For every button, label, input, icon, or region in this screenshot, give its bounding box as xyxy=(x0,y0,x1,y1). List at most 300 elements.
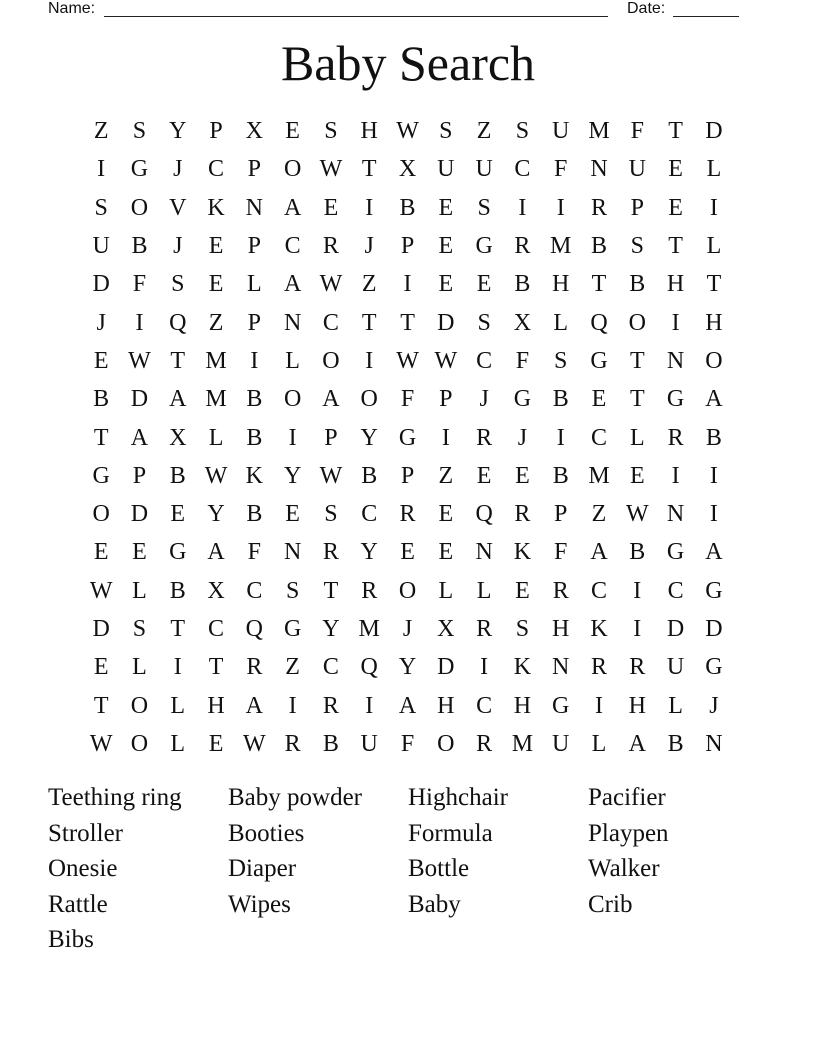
grid-letter[interactable]: C xyxy=(514,156,531,183)
grid-letter[interactable]: E xyxy=(668,194,683,221)
grid-letter[interactable]: F xyxy=(400,386,415,413)
grid-letter[interactable]: G xyxy=(130,156,149,183)
grid-letter[interactable]: B xyxy=(629,271,646,298)
grid-letter[interactable]: C xyxy=(208,156,225,183)
grid-letter[interactable]: I xyxy=(671,309,680,336)
grid-letter[interactable]: O xyxy=(322,347,340,374)
grid-letter[interactable]: Y xyxy=(360,424,378,451)
grid-letter[interactable]: N xyxy=(283,309,302,336)
grid-letter[interactable]: R xyxy=(246,654,263,681)
grid-letter[interactable]: B xyxy=(705,424,722,451)
grid-letter[interactable]: D xyxy=(92,616,110,642)
grid-letter[interactable]: Y xyxy=(169,118,187,145)
word-list-item: Wipes xyxy=(228,890,291,918)
grid-letter[interactable]: I xyxy=(709,462,718,489)
grid-letter[interactable]: C xyxy=(284,233,301,260)
grid-letter[interactable]: B xyxy=(131,233,148,260)
grid-letter[interactable]: I xyxy=(518,194,527,221)
grid-letter[interactable]: E xyxy=(476,271,492,298)
grid-letter[interactable]: E xyxy=(438,194,454,221)
grid-row xyxy=(82,457,733,495)
grid-row xyxy=(82,342,733,380)
grid-letter[interactable]: P xyxy=(439,386,453,413)
grid-letter[interactable]: D xyxy=(92,271,110,298)
grid-letter[interactable]: H xyxy=(666,271,685,298)
grid-letter[interactable]: P xyxy=(247,156,262,183)
grid-letter[interactable]: E xyxy=(170,501,186,528)
grid-letter[interactable]: J xyxy=(364,233,374,260)
grid-letter[interactable]: B xyxy=(169,577,186,604)
grid-letter[interactable]: I xyxy=(556,194,565,221)
grid-letter[interactable]: K xyxy=(590,616,608,642)
grid-letter[interactable]: B xyxy=(399,194,416,221)
grid-letter[interactable]: R xyxy=(322,233,339,260)
grid-letter[interactable]: E xyxy=(208,233,224,260)
grid-letter[interactable]: Y xyxy=(207,501,225,528)
grid-letter[interactable]: G xyxy=(283,616,302,642)
grid-letter[interactable]: I xyxy=(97,156,106,183)
grid-letter[interactable]: H xyxy=(628,692,646,719)
grid-letter[interactable]: Q xyxy=(360,654,378,681)
grid-letter[interactable]: X xyxy=(245,118,263,145)
grid-letter[interactable]: M xyxy=(205,386,227,413)
grid-letter[interactable]: T xyxy=(668,233,683,260)
grid-letter[interactable]: X xyxy=(437,616,455,642)
grid-letter[interactable]: B xyxy=(591,233,608,260)
grid-letter[interactable]: O xyxy=(398,577,417,604)
grid-letter[interactable]: Z xyxy=(438,462,454,489)
grid-letter[interactable]: U xyxy=(360,730,378,757)
word-list-item: Playpen xyxy=(588,819,669,847)
grid-letter[interactable]: B xyxy=(246,386,263,413)
grid-letter[interactable]: C xyxy=(667,577,684,604)
grid-letter[interactable]: L xyxy=(132,654,147,681)
grid-letter[interactable]: C xyxy=(591,424,608,451)
grid-letter[interactable]: I xyxy=(403,271,412,298)
grid-letter[interactable]: L xyxy=(132,577,147,604)
grid-letter[interactable]: L xyxy=(668,692,683,719)
grid-letter[interactable]: C xyxy=(591,577,608,604)
grid-letter[interactable]: I xyxy=(709,501,718,528)
grid-letter[interactable]: O xyxy=(360,386,378,413)
grid-letter[interactable]: E xyxy=(132,539,147,566)
grid-letter[interactable]: Z xyxy=(591,501,607,528)
grid-letter[interactable]: S xyxy=(630,233,644,260)
grid-letter[interactable]: E xyxy=(208,271,224,298)
grid-letter[interactable]: Z xyxy=(476,118,492,145)
grid-letter[interactable]: R xyxy=(667,424,684,451)
grid-letter[interactable]: R xyxy=(591,654,608,681)
grid-letter[interactable]: I xyxy=(441,424,450,451)
grid-letter[interactable]: A xyxy=(245,692,263,719)
grid-letter[interactable]: T xyxy=(361,156,377,183)
grid-letter[interactable]: A xyxy=(283,194,302,221)
grid-letter[interactable]: M xyxy=(588,118,610,145)
grid-letter[interactable]: H xyxy=(552,271,570,298)
grid-letter[interactable]: U xyxy=(92,233,110,260)
grid-letter[interactable]: W xyxy=(128,347,151,374)
grid-letter[interactable]: I xyxy=(595,692,603,719)
grid-letter[interactable]: R xyxy=(552,577,569,604)
grid-letter[interactable]: Y xyxy=(322,616,340,642)
grid-letter[interactable]: A xyxy=(398,692,417,719)
grid-letter[interactable]: I xyxy=(365,194,374,221)
grid-letter[interactable]: M xyxy=(550,233,572,260)
grid-letter[interactable]: P xyxy=(400,462,415,489)
grid-letter[interactable]: C xyxy=(361,501,378,528)
grid-letter[interactable]: G xyxy=(552,692,570,719)
grid-letter[interactable]: T xyxy=(591,271,607,298)
grid-letter[interactable]: Y xyxy=(283,462,302,489)
grid-letter[interactable]: L xyxy=(706,233,722,260)
grid-letter[interactable]: C xyxy=(208,616,225,642)
grid-letter[interactable]: W xyxy=(625,501,649,528)
grid-letter[interactable]: F xyxy=(400,730,415,757)
grid-letter[interactable]: L xyxy=(247,271,262,298)
grid-letter[interactable]: A xyxy=(590,539,608,566)
grid-letter[interactable]: O xyxy=(130,692,149,719)
grid-letter[interactable]: U xyxy=(475,156,493,183)
grid-letter[interactable]: T xyxy=(323,577,339,604)
grid-letter[interactable]: A xyxy=(628,730,646,757)
grid-row xyxy=(82,648,733,686)
grid-letter[interactable]: L xyxy=(208,424,224,451)
grid-letter[interactable]: E xyxy=(515,577,530,604)
grid-letter[interactable]: S xyxy=(94,194,108,221)
grid-letter[interactable]: W xyxy=(396,118,419,145)
grid-letter[interactable]: I xyxy=(556,424,565,451)
grid-letter[interactable]: H xyxy=(705,309,723,336)
grid-letter[interactable]: J xyxy=(402,616,413,642)
grid-letter[interactable]: B xyxy=(667,730,684,757)
grid-row xyxy=(82,572,733,610)
grid-letter[interactable]: R xyxy=(591,194,608,221)
grid-letter[interactable]: N xyxy=(245,194,263,221)
grid-letter[interactable]: S xyxy=(324,118,338,145)
grid-letter[interactable]: X xyxy=(207,577,225,604)
grid-letter[interactable]: N xyxy=(705,730,723,757)
grid-letter[interactable]: E xyxy=(668,156,683,183)
grid-letter[interactable]: S xyxy=(477,309,491,336)
grid-letter[interactable]: S xyxy=(439,118,453,145)
grid-letter[interactable]: E xyxy=(285,118,300,145)
word-list-item: Bottle xyxy=(408,855,470,882)
grid-letter[interactable]: Z xyxy=(93,118,109,145)
grid-letter[interactable]: L xyxy=(285,347,300,374)
grid-letter[interactable]: E xyxy=(93,654,109,681)
grid-letter[interactable]: O xyxy=(130,730,149,757)
grid-letter[interactable]: O xyxy=(283,156,302,183)
grid-letter[interactable]: S xyxy=(515,616,530,642)
grid-letter[interactable]: I xyxy=(365,692,374,719)
grid-letter[interactable]: B xyxy=(246,424,263,451)
grid-letter[interactable]: D xyxy=(437,309,455,336)
grid-letter[interactable]: G xyxy=(705,654,723,681)
grid-letter[interactable]: L xyxy=(438,577,454,604)
grid-letter[interactable]: Q xyxy=(590,309,608,336)
grid-letter[interactable]: K xyxy=(207,194,225,221)
grid-letter[interactable]: A xyxy=(169,386,187,413)
grid-letter[interactable]: I xyxy=(288,424,297,451)
grid-letter[interactable]: W xyxy=(319,462,343,489)
grid-letter[interactable]: E xyxy=(438,271,454,298)
grid-letter[interactable]: I xyxy=(250,347,259,374)
grid-letter[interactable]: L xyxy=(553,309,569,336)
grid-letter[interactable]: R xyxy=(284,730,301,757)
grid-letter[interactable]: J xyxy=(173,233,183,260)
grid-letter[interactable]: P xyxy=(247,233,262,260)
grid-letter[interactable]: E xyxy=(515,462,530,489)
grid-letter[interactable]: A xyxy=(705,539,723,566)
grid-letter[interactable]: F xyxy=(630,118,644,145)
grid-letter[interactable]: E xyxy=(323,194,339,221)
grid-letter[interactable]: G xyxy=(92,462,110,489)
grid-letter[interactable]: T xyxy=(668,118,683,145)
grid-letter[interactable]: S xyxy=(554,347,568,374)
grid-letter[interactable]: U xyxy=(628,156,646,183)
grid-letter[interactable]: Q xyxy=(245,616,263,642)
grid-letter[interactable]: B xyxy=(93,386,110,413)
grid-letter[interactable]: N xyxy=(590,156,608,183)
grid-letter[interactable]: R xyxy=(514,501,531,528)
grid-letter[interactable]: G xyxy=(590,347,608,374)
grid-letter[interactable]: N xyxy=(283,539,302,566)
grid-letter[interactable]: E xyxy=(400,539,415,566)
grid-letter[interactable]: R xyxy=(629,654,646,681)
grid-letter[interactable]: I xyxy=(288,692,297,719)
grid-letter[interactable]: R xyxy=(322,692,339,719)
grid-letter[interactable]: S xyxy=(515,118,530,145)
grid-letter[interactable]: I xyxy=(173,654,182,681)
grid-letter[interactable]: W xyxy=(89,730,113,757)
grid-letter[interactable]: Y xyxy=(398,654,417,681)
grid-letter[interactable]: R xyxy=(476,616,493,642)
grid-letter[interactable]: M xyxy=(511,730,534,757)
grid-letter[interactable]: W xyxy=(434,347,458,374)
grid-letter[interactable]: L xyxy=(476,577,492,604)
grid-letter[interactable]: I xyxy=(365,347,374,374)
grid-letter[interactable]: P xyxy=(132,462,147,489)
grid-letter[interactable]: I xyxy=(135,309,144,336)
grid-letter[interactable]: P xyxy=(324,424,338,451)
grid-letter[interactable]: G xyxy=(398,424,417,451)
grid-letter[interactable]: R xyxy=(399,501,416,528)
grid-letter[interactable]: E xyxy=(285,501,300,528)
grid-letter[interactable]: Q xyxy=(169,309,187,336)
grid-letter[interactable]: M xyxy=(588,462,610,489)
grid-letter[interactable]: T xyxy=(361,309,377,336)
grid-letter[interactable]: S xyxy=(132,616,147,642)
grid-letter[interactable]: T xyxy=(629,347,645,374)
grid-letter[interactable]: S xyxy=(132,118,147,145)
grid-letter[interactable]: D xyxy=(437,654,455,681)
grid-letter[interactable]: E xyxy=(93,347,109,374)
grid-letter[interactable]: Z xyxy=(208,309,224,336)
grid-letter[interactable]: R xyxy=(514,233,531,260)
grid-letter[interactable]: B xyxy=(169,462,186,489)
grid-letter[interactable]: T xyxy=(170,347,186,374)
grid-letter[interactable]: T xyxy=(706,271,722,298)
grid-letter[interactable]: G xyxy=(666,386,685,413)
grid-letter[interactable]: O xyxy=(628,309,646,336)
grid-letter[interactable]: B xyxy=(514,271,531,298)
grid-letter[interactable]: D xyxy=(130,386,149,413)
grid-letter[interactable]: L xyxy=(629,424,645,451)
grid-letter[interactable]: G xyxy=(513,386,532,413)
grid-letter[interactable]: M xyxy=(358,616,380,642)
grid-letter[interactable]: E xyxy=(208,730,224,757)
grid-letter[interactable]: J xyxy=(96,309,106,336)
grid-letter[interactable]: B xyxy=(552,462,569,489)
grid-letter[interactable]: F xyxy=(515,347,530,374)
grid-letter[interactable]: W xyxy=(319,156,343,183)
grid-letter[interactable]: W xyxy=(319,271,343,298)
grid-letter[interactable]: E xyxy=(438,233,454,260)
grid-letter[interactable]: R xyxy=(476,730,493,757)
grid-letter[interactable]: N xyxy=(475,539,493,566)
grid-letter[interactable]: I xyxy=(671,462,680,489)
grid-letter[interactable]: N xyxy=(666,347,685,374)
grid-letter[interactable]: C xyxy=(322,654,339,681)
word-list-item: Teething ring xyxy=(48,784,182,811)
grid-letter[interactable]: N xyxy=(666,501,685,528)
grid-letter[interactable]: D xyxy=(130,501,149,528)
grid-letter[interactable]: A xyxy=(705,386,723,413)
grid-letter[interactable]: T xyxy=(400,309,415,336)
grid-letter[interactable]: O xyxy=(705,347,723,374)
grid-letter[interactable]: F xyxy=(554,156,568,183)
date-field-line xyxy=(673,16,739,17)
grid-letter[interactable]: U xyxy=(552,118,570,145)
grid-letter[interactable]: I xyxy=(633,577,642,604)
grid-letter[interactable]: H xyxy=(360,118,378,145)
grid-letter[interactable]: S xyxy=(477,194,491,221)
grid-letter[interactable]: G xyxy=(475,233,493,260)
grid-letter[interactable]: E xyxy=(591,386,607,413)
grid-letter[interactable]: L xyxy=(591,730,607,757)
grid-letter[interactable]: K xyxy=(513,654,532,681)
grid-letter[interactable]: O xyxy=(92,501,110,528)
grid-letter[interactable]: F xyxy=(554,539,568,566)
grid-letter[interactable]: Y xyxy=(360,539,378,566)
grid-letter[interactable]: C xyxy=(476,692,493,719)
grid-letter[interactable]: R xyxy=(361,577,378,604)
grid-letter[interactable]: Q xyxy=(475,501,493,528)
grid-letter[interactable]: W xyxy=(89,577,113,604)
grid-letter[interactable]: N xyxy=(552,654,570,681)
grid-letter[interactable]: P xyxy=(247,309,262,336)
grid-letter[interactable]: S xyxy=(285,577,300,604)
grid-letter[interactable]: A xyxy=(207,539,225,566)
grid-letter[interactable]: L xyxy=(170,692,186,719)
grid-letter[interactable]: O xyxy=(130,194,149,221)
grid-letter[interactable]: F xyxy=(132,271,147,298)
grid-letter[interactable]: X xyxy=(398,156,417,183)
grid-letter[interactable]: V xyxy=(169,194,187,221)
grid-letter[interactable]: C xyxy=(246,577,263,604)
grid-letter[interactable]: U xyxy=(666,654,685,681)
grid-letter[interactable]: S xyxy=(324,501,338,528)
grid-letter[interactable]: O xyxy=(283,386,302,413)
grid-letter[interactable]: W xyxy=(243,730,266,757)
grid-letter[interactable]: E xyxy=(629,462,645,489)
grid-letter[interactable]: O xyxy=(437,730,455,757)
grid-letter[interactable]: X xyxy=(513,309,532,336)
grid-letter[interactable]: Z xyxy=(285,654,300,681)
grid-letter[interactable]: S xyxy=(171,271,185,298)
grid-letter[interactable]: E xyxy=(438,501,454,528)
grid-letter[interactable]: D xyxy=(705,616,723,642)
grid-letter[interactable]: P xyxy=(554,501,568,528)
grid-letter[interactable]: D xyxy=(705,118,723,145)
grid-letter[interactable]: M xyxy=(205,347,227,374)
grid-row xyxy=(82,303,733,341)
grid-letter[interactable]: H xyxy=(437,692,455,719)
grid-letter[interactable]: E xyxy=(438,539,454,566)
grid-letter[interactable]: J xyxy=(709,692,719,719)
grid-letter[interactable]: A xyxy=(283,271,302,298)
grid-letter[interactable]: R xyxy=(322,539,339,566)
grid-letter[interactable]: K xyxy=(245,462,263,489)
word-list-item: Bibs xyxy=(48,926,94,953)
grid-letter[interactable]: Z xyxy=(361,271,377,298)
grid-letter[interactable]: H xyxy=(513,692,532,719)
grid-letter[interactable]: F xyxy=(247,539,262,566)
grid-letter[interactable]: U xyxy=(552,730,570,757)
grid-letter[interactable]: W xyxy=(396,347,419,374)
grid-letter[interactable]: L xyxy=(170,730,186,757)
grid-letter[interactable]: B xyxy=(552,386,569,413)
grid-letter[interactable]: T xyxy=(208,654,224,681)
grid-letter[interactable]: I xyxy=(480,654,489,681)
grid-letter[interactable]: L xyxy=(706,156,722,183)
grid-letter[interactable]: J xyxy=(173,156,183,183)
grid-letter[interactable]: P xyxy=(400,233,415,260)
grid-letter[interactable]: T xyxy=(93,424,109,451)
grid-letter[interactable]: K xyxy=(513,539,532,566)
grid-letter[interactable]: P xyxy=(630,194,644,221)
grid-letter[interactable]: J xyxy=(479,386,489,413)
grid-letter[interactable]: C xyxy=(476,347,493,374)
grid-letter[interactable]: T xyxy=(170,616,186,642)
grid-letter[interactable]: B xyxy=(246,501,263,528)
grid-letter[interactable]: G xyxy=(169,539,187,566)
grid-letter[interactable]: D xyxy=(666,616,685,642)
grid-letter[interactable]: E xyxy=(476,462,492,489)
grid-letter[interactable]: J xyxy=(517,424,528,451)
grid-letter[interactable]: B xyxy=(361,462,378,489)
grid-letter[interactable]: P xyxy=(209,118,223,145)
grid-letter[interactable]: C xyxy=(322,309,339,336)
grid-letter[interactable]: I xyxy=(709,194,718,221)
grid-letter[interactable]: E xyxy=(93,539,109,566)
grid-letter[interactable]: X xyxy=(169,424,187,451)
grid-letter[interactable]: G xyxy=(705,577,723,604)
grid-letter[interactable]: R xyxy=(476,424,493,451)
grid-letter[interactable]: B xyxy=(322,730,339,757)
grid-letter[interactable]: U xyxy=(437,156,455,183)
grid-letter[interactable]: A xyxy=(322,386,340,413)
grid-letter[interactable]: A xyxy=(130,424,149,451)
grid-letter[interactable]: B xyxy=(629,539,646,566)
grid-letter[interactable]: W xyxy=(204,462,228,489)
grid-letter[interactable]: G xyxy=(666,539,685,566)
grid-letter[interactable]: H xyxy=(207,692,225,719)
grid-letter[interactable]: T xyxy=(629,386,645,413)
grid-letter[interactable]: I xyxy=(633,616,642,642)
grid-letter[interactable]: T xyxy=(93,692,109,719)
grid-letter[interactable]: H xyxy=(552,616,570,642)
